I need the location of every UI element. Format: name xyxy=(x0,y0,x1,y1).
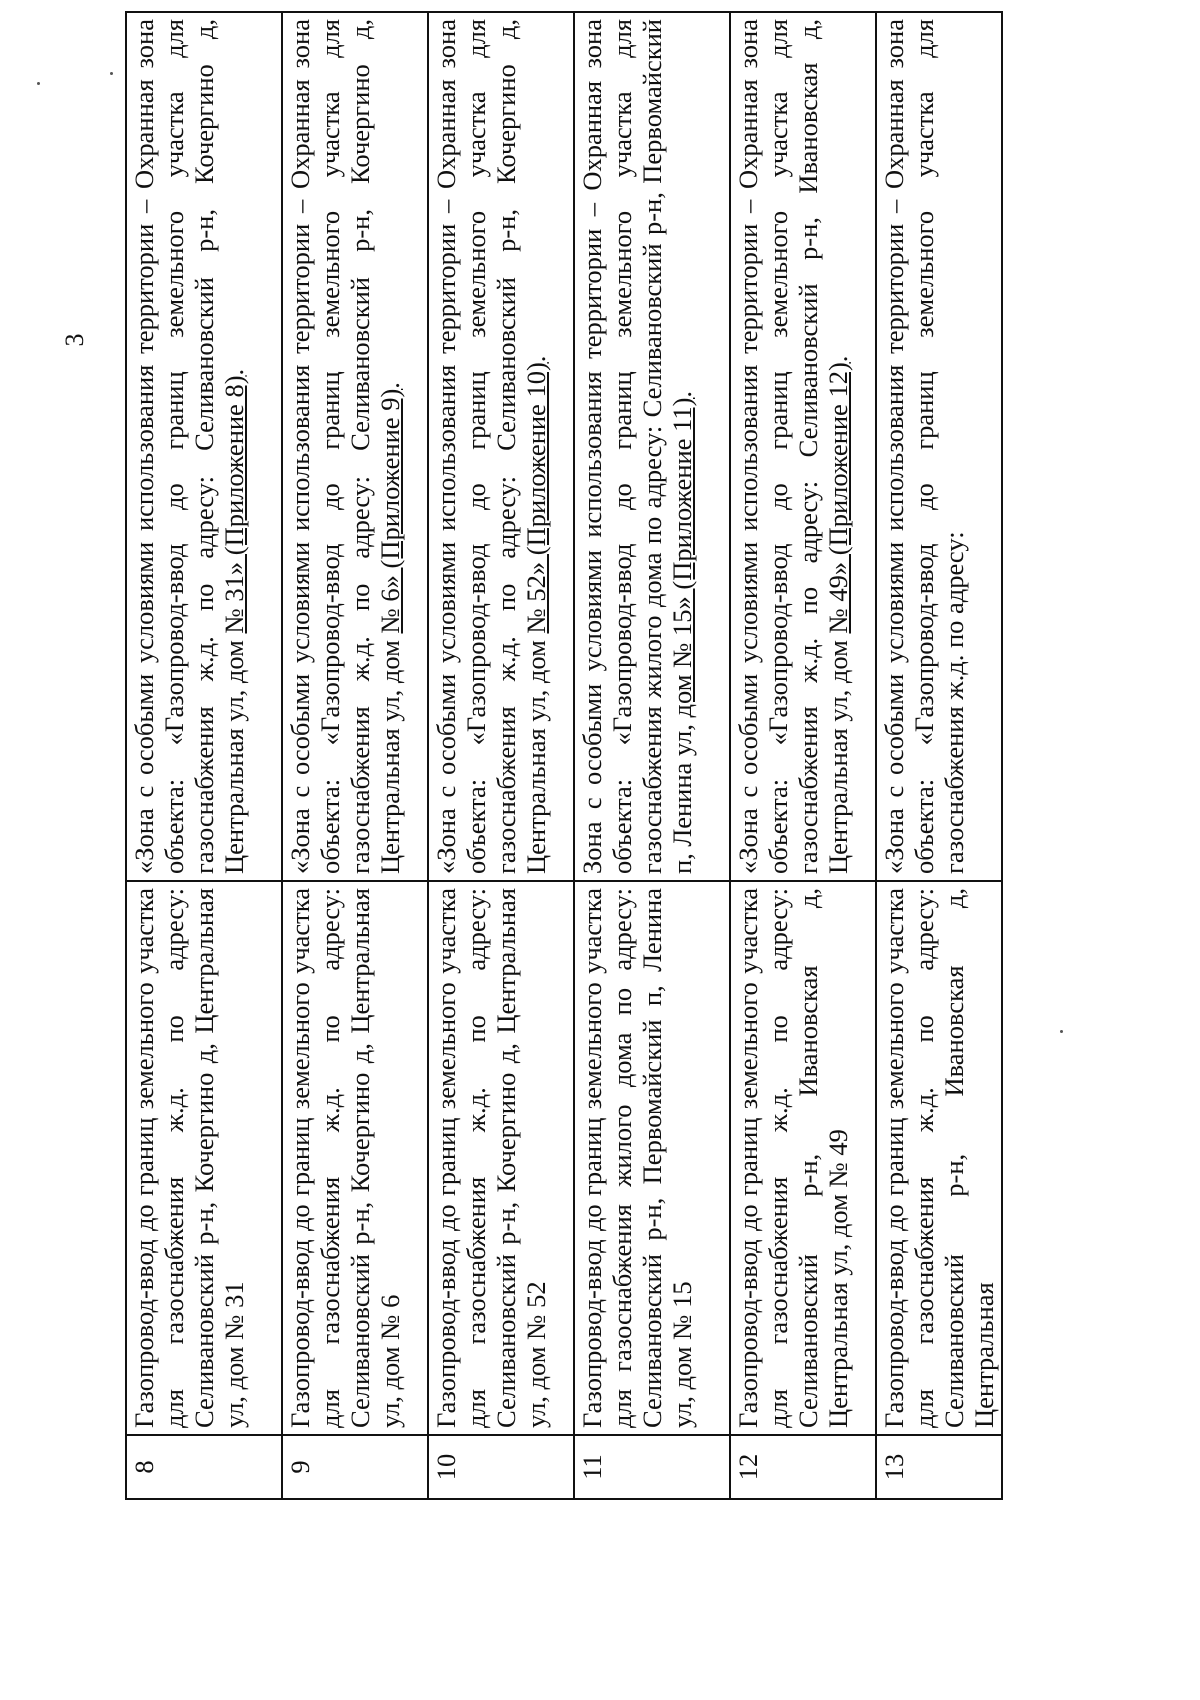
table-row xyxy=(876,12,1002,1499)
zone-end: . xyxy=(521,355,551,363)
row-number: 10 xyxy=(428,1435,574,1499)
page-number: 3 xyxy=(60,333,89,347)
object-description: Газопровод-ввод до границ земельного участка для газоснабжения ж.д. по адресу: Селивановский р-н, Ивановская д, Центральная ул, дом № 49 xyxy=(730,881,876,1435)
zone-text: «Зона с особыми условиями использования территории – Охранная зона объекта: «Газопровод-ввод до границ земельного участка для газоснабжения ж.д. по адресу: Селивановский р-н, Кочергино д, Центральная ул, дом xyxy=(431,19,551,874)
table-row xyxy=(282,12,428,1499)
object-description: Газопровод-ввод до границ земельного участка для газоснабжения ж.д. по адресу: Селивановский р-н, Кочергино д, Центральная ул, дом № 31 xyxy=(126,881,282,1435)
zone-description xyxy=(876,12,1002,881)
zone-description xyxy=(126,12,282,881)
zone-description xyxy=(574,12,730,881)
zone-end: . xyxy=(219,368,249,376)
object-description: Газопровод-ввод до границ земельного участка для газоснабжения ж.д. по адресу: Селивановский р-н, Кочергино д, Центральная ул, дом № 6 xyxy=(282,881,428,1435)
zone-text: «Зона с особыми условиями использования территории – Охранная зона объекта: «Газопровод-ввод до границ земельного участка для газоснабжения ж.д. по адресу: Селивановский р-н, Кочергино д, Центральная ул, дом xyxy=(285,19,405,874)
zone-appendix-ref: № 52» (Приложение 10) xyxy=(521,362,551,634)
zone-appendix-ref: дом № 15» (Приложение 11) xyxy=(667,397,697,718)
table-row xyxy=(574,12,730,1499)
row-number: 9 xyxy=(282,1435,428,1499)
zone-appendix-ref: № 49» (Приложение 12) xyxy=(823,362,853,634)
zone-text: Зона с особыми условиями использования территории – Охранная зона объекта: «Газопровод-ввод до границ земельного участка для газоснабжения жилого дома по адресу: Селивановский р-н, Первомайский п, Ленина ул, xyxy=(577,19,697,874)
object-description: Газопровод-ввод до границ земельного участка для газоснабжения ж.д. по адресу: Селивановский р-н, Кочергино д, Центральная ул, дом № 52 xyxy=(428,881,574,1435)
table-row xyxy=(428,12,574,1499)
zone-description xyxy=(730,12,876,881)
object-description: Газопровод-ввод до границ земельного участка для газоснабжения ж.д. по адресу: Селивановский р-н, Ивановская д, Центральная xyxy=(876,881,1002,1435)
row-number: 12 xyxy=(730,1435,876,1499)
table-row xyxy=(730,12,876,1499)
zone-text: «Зона с особыми условиями использования территории – Охранная зона объекта: «Газопровод-ввод до границ земельного участка для газоснабжения ж.д. по адресу: Селивановский р-н, Ивановская д, Центральная ул, дом xyxy=(733,19,853,874)
table-row xyxy=(126,12,282,1499)
row-number: 11 xyxy=(574,1435,730,1499)
zone-end: . xyxy=(667,390,697,398)
zone-description xyxy=(282,12,428,881)
row-number: 13 xyxy=(876,1435,1002,1499)
row-number: 8 xyxy=(126,1435,282,1499)
zone-end: . xyxy=(823,355,853,363)
zone-appendix-ref: № 31» (Приложение 8) xyxy=(219,375,249,634)
zone-appendix-ref: № 6» (Приложение 9) xyxy=(375,388,405,634)
zone-text: «Зона с особыми условиями использования территории – Охранная зона объекта: «Газопровод-ввод до границ земельного участка для газоснабжения ж.д. по адресу: xyxy=(879,19,969,874)
zones-table xyxy=(125,11,1003,1500)
object-description: Газопровод-ввод до границ земельного участка для газоснабжения жилого дома по адресу: Селивановский р-н, Первомайский п, Ленина ул, дом № 15 xyxy=(574,881,730,1435)
zone-text: «Зона с особыми условиями использования территории – Охранная зона объекта: «Газопровод-ввод до границ земельного участка для газоснабжения ж.д. по адресу: Селивановский р-н, Кочергино д, Центральная ул, дом xyxy=(129,19,249,874)
zone-description xyxy=(428,12,574,881)
zone-end: . xyxy=(375,382,405,389)
